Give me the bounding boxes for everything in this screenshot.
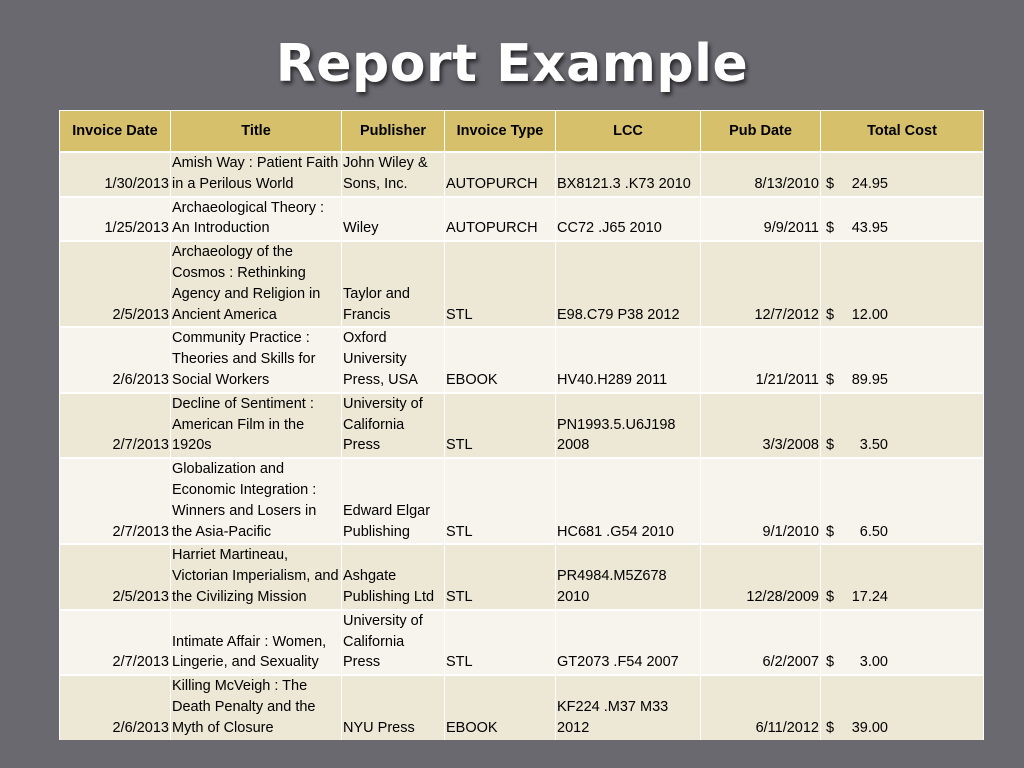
cell-pub-date: 12/7/2012 <box>701 241 821 327</box>
cell-title: Amish Way : Patient Faith in a Perilous World <box>171 152 342 197</box>
cost-amount: 12.00 <box>851 306 888 323</box>
cell-publisher: Wiley <box>342 197 445 242</box>
cost-value-wrap <box>822 435 888 456</box>
cell-invoice-type: STL <box>445 544 556 609</box>
cell-invoice-type: STL <box>445 393 556 458</box>
header-total-cost: Total Cost <box>821 111 984 153</box>
table-row <box>60 241 984 327</box>
cell-lcc: CC72 .J65 2010 <box>556 197 701 242</box>
cell-invoice-date: 2/7/2013 <box>60 393 171 458</box>
cell-total-cost <box>821 393 984 458</box>
cost-value-wrap <box>822 652 888 673</box>
currency-symbol: $ <box>826 220 835 237</box>
currency-symbol: $ <box>826 175 835 192</box>
cell-total-cost <box>821 152 984 197</box>
cell-publisher: NYU Press <box>342 675 445 739</box>
header-invoice-date: Invoice Date <box>60 111 171 153</box>
table-row <box>60 544 984 609</box>
table-row <box>60 393 984 458</box>
cell-invoice-date: 2/5/2013 <box>60 544 171 609</box>
table-header-row <box>60 111 984 153</box>
cell-invoice-type: EBOOK <box>445 327 556 392</box>
table-row <box>60 675 984 739</box>
cell-invoice-date: 1/30/2013 <box>60 152 171 197</box>
cell-publisher: University of California Press <box>342 610 445 675</box>
cell-total-cost <box>821 675 984 739</box>
header-lcc: LCC <box>556 111 701 153</box>
cell-total-cost <box>821 241 984 327</box>
cell-invoice-type: STL <box>445 241 556 327</box>
cost-value-wrap <box>822 522 888 543</box>
cell-lcc: KF224 .M37 M33 2012 <box>556 675 701 739</box>
cell-invoice-type: STL <box>445 458 556 544</box>
cell-pub-date: 6/11/2012 <box>701 675 821 739</box>
cost-amount: 24.95 <box>851 175 888 192</box>
currency-symbol: $ <box>826 437 835 454</box>
cell-lcc: PR4984.M5Z678 2010 <box>556 544 701 609</box>
cell-pub-date: 8/13/2010 <box>701 152 821 197</box>
cell-total-cost <box>821 327 984 392</box>
cost-amount: 6.50 <box>859 523 888 540</box>
cost-value-wrap <box>822 218 888 239</box>
cell-pub-date: 12/28/2009 <box>701 544 821 609</box>
cell-invoice-type: STL <box>445 610 556 675</box>
currency-symbol: $ <box>826 523 835 540</box>
cell-title: Archaeology of the Cosmos : Rethinking Agency and Religion in Ancient America <box>171 241 342 327</box>
table-body <box>60 152 984 740</box>
currency-symbol: $ <box>826 588 835 605</box>
cell-pub-date: 9/9/2011 <box>701 197 821 242</box>
cell-publisher: University of California Press <box>342 393 445 458</box>
cell-title: Community Practice : Theories and Skills for Social Workers <box>171 327 342 392</box>
cell-invoice-date: 2/6/2013 <box>60 675 171 739</box>
cell-lcc: BX8121.3 .K73 2010 <box>556 152 701 197</box>
currency-symbol: $ <box>826 371 835 388</box>
cell-pub-date: 6/2/2007 <box>701 610 821 675</box>
cell-invoice-date: 1/25/2013 <box>60 197 171 242</box>
cell-title: Killing McVeigh : The Death Penalty and the Myth of Closure <box>171 675 342 739</box>
currency-symbol: $ <box>826 306 835 323</box>
cell-lcc: HC681 .G54 2010 <box>556 458 701 544</box>
cost-value-wrap <box>822 174 888 195</box>
cell-invoice-date: 2/7/2013 <box>60 610 171 675</box>
cell-total-cost <box>821 610 984 675</box>
cell-publisher: Ashgate Publishing Ltd <box>342 544 445 609</box>
table-row <box>60 152 984 197</box>
header-title: Title <box>171 111 342 153</box>
cell-invoice-date: 2/7/2013 <box>60 458 171 544</box>
cell-total-cost <box>821 458 984 544</box>
cell-pub-date: 3/3/2008 <box>701 393 821 458</box>
cost-value-wrap <box>822 305 888 326</box>
cell-invoice-type: AUTOPURCH <box>445 152 556 197</box>
cell-lcc: PN1993.5.U6J198 2008 <box>556 393 701 458</box>
header-publisher: Publisher <box>342 111 445 153</box>
cell-title: Decline of Sentiment : American Film in the 1920s <box>171 393 342 458</box>
cost-amount: 3.50 <box>859 437 888 454</box>
cell-invoice-type: AUTOPURCH <box>445 197 556 242</box>
cell-pub-date: 9/1/2010 <box>701 458 821 544</box>
report-table-container <box>59 110 983 740</box>
cost-amount: 17.24 <box>851 588 888 605</box>
report-table <box>59 110 984 740</box>
cell-pub-date: 1/21/2011 <box>701 327 821 392</box>
cell-invoice-date: 2/6/2013 <box>60 327 171 392</box>
cost-value-wrap <box>822 587 888 608</box>
cell-lcc: E98.C79 P38 2012 <box>556 241 701 327</box>
cost-value-wrap <box>822 370 888 391</box>
table-row <box>60 458 984 544</box>
table-row <box>60 327 984 392</box>
cell-publisher: John Wiley & Sons, Inc. <box>342 152 445 197</box>
cell-lcc: GT2073 .F54 2007 <box>556 610 701 675</box>
cell-total-cost <box>821 197 984 242</box>
cell-invoice-type: EBOOK <box>445 675 556 739</box>
cell-publisher: Edward Elgar Publishing <box>342 458 445 544</box>
header-invoice-type: Invoice Type <box>445 111 556 153</box>
cell-publisher: Oxford University Press, USA <box>342 327 445 392</box>
cost-value-wrap <box>822 718 888 739</box>
cost-amount: 43.95 <box>851 220 888 237</box>
cell-lcc: HV40.H289 2011 <box>556 327 701 392</box>
header-pub-date: Pub Date <box>701 111 821 153</box>
cost-amount: 39.00 <box>851 719 888 736</box>
cell-invoice-date: 2/5/2013 <box>60 241 171 327</box>
cost-amount: 3.00 <box>859 654 888 671</box>
cell-title: Intimate Affair : Women, Lingerie, and Sexuality <box>171 610 342 675</box>
table-row <box>60 610 984 675</box>
cell-publisher: Taylor and Francis <box>342 241 445 327</box>
cell-title: Harriet Martineau, Victorian Imperialism, and the Civilizing Mission <box>171 544 342 609</box>
slide-title: Report Example <box>275 34 749 94</box>
cell-total-cost <box>821 544 984 609</box>
cell-title: Globalization and Economic Integration : Winners and Losers in the Asia-Pacific <box>171 458 342 544</box>
cost-amount: 89.95 <box>851 371 888 388</box>
currency-symbol: $ <box>826 719 835 736</box>
currency-symbol: $ <box>826 654 835 671</box>
cell-title: Archaeological Theory : An Introduction <box>171 197 342 242</box>
table-row <box>60 197 984 242</box>
